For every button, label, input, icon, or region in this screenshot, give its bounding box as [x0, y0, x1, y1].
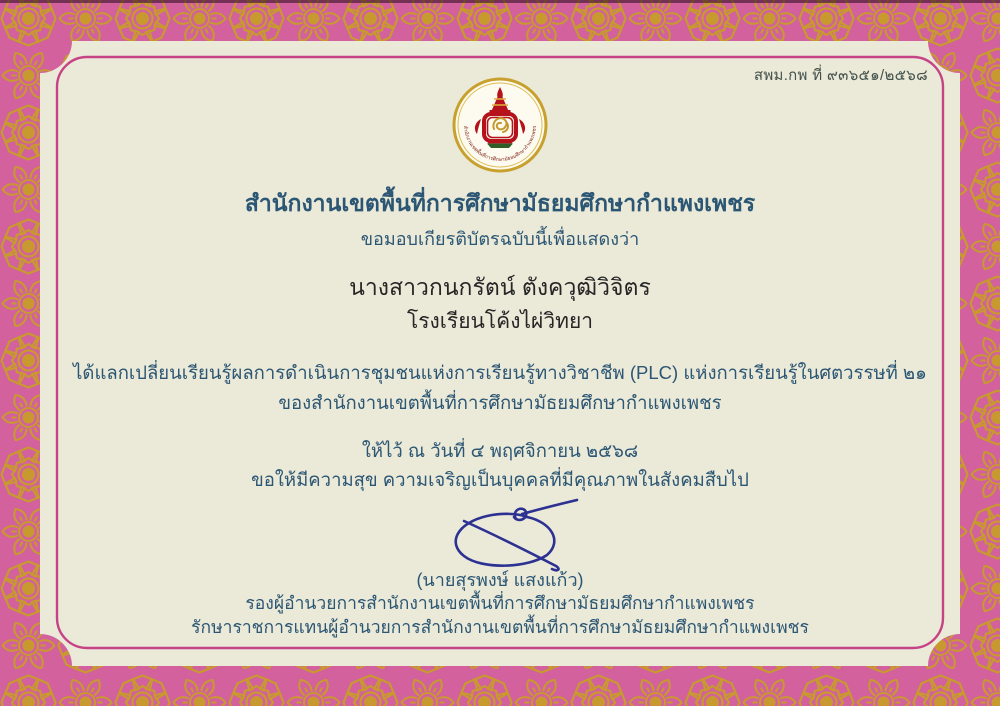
organization-seal — [452, 77, 548, 173]
signer-position-line2: รักษาราชการแทนผู้อำนวยการสำนักงานเขตพื้นที่การศึกษามัธยมศึกษากำแพงเพชร — [191, 617, 809, 637]
seal-curved-text: สำนักงานเขตพื้นที่การศึกษามัธยมศึกษากำแพงเพชร — [461, 125, 539, 163]
document-number: สพม.กพ ที่ ๙๓๖๕๑/๒๕๖๘ — [753, 67, 928, 84]
signature-ink — [420, 493, 590, 573]
signer-name: (นายสุรพงษ์ แสงแก้ว) — [416, 570, 584, 590]
issue-date-line: ให้ไว้ ณ วันที่ ๔ พฤศจิกายน ๒๕๖๘ — [361, 440, 639, 461]
achievement-text-line2: ของสำนักงานเขตพื้นที่การศึกษามัธยมศึกษากำแพงเพชร — [278, 392, 722, 413]
blessing-line: ขอให้มีความสุข ความเจริญเป็นบุคคลที่มีคุณภาพในสังคมสืบไป — [251, 469, 749, 490]
organization-title: สำนักงานเขตพื้นที่การศึกษามัธยมศึกษากำแพงเพชร — [244, 190, 756, 216]
recipient-name: นางสาวกนกรัตน์ ตังควุฒิวิจิตร — [349, 274, 651, 300]
signer-position-line1: รองผู้อำนวยการสำนักงานเขตพื้นที่การศึกษามัธยมศึกษากำแพงเพชร — [245, 593, 755, 613]
recipient-school: โรงเรียนโค้งไผ่วิทยา — [406, 310, 594, 333]
presentation-line: ขอมอบเกียรติบัตรฉบับนี้เพื่อแสดงว่า — [360, 229, 640, 249]
achievement-text-line1: ได้แลกเปลี่ยนเรียนรู้ผลการดำเนินการชุมชนแห่งการเรียนรู้ทางวิชาชีพ (PLC) แห่งการเรียนรู้ในศตวรรษที่ ๒๑ — [73, 362, 927, 383]
